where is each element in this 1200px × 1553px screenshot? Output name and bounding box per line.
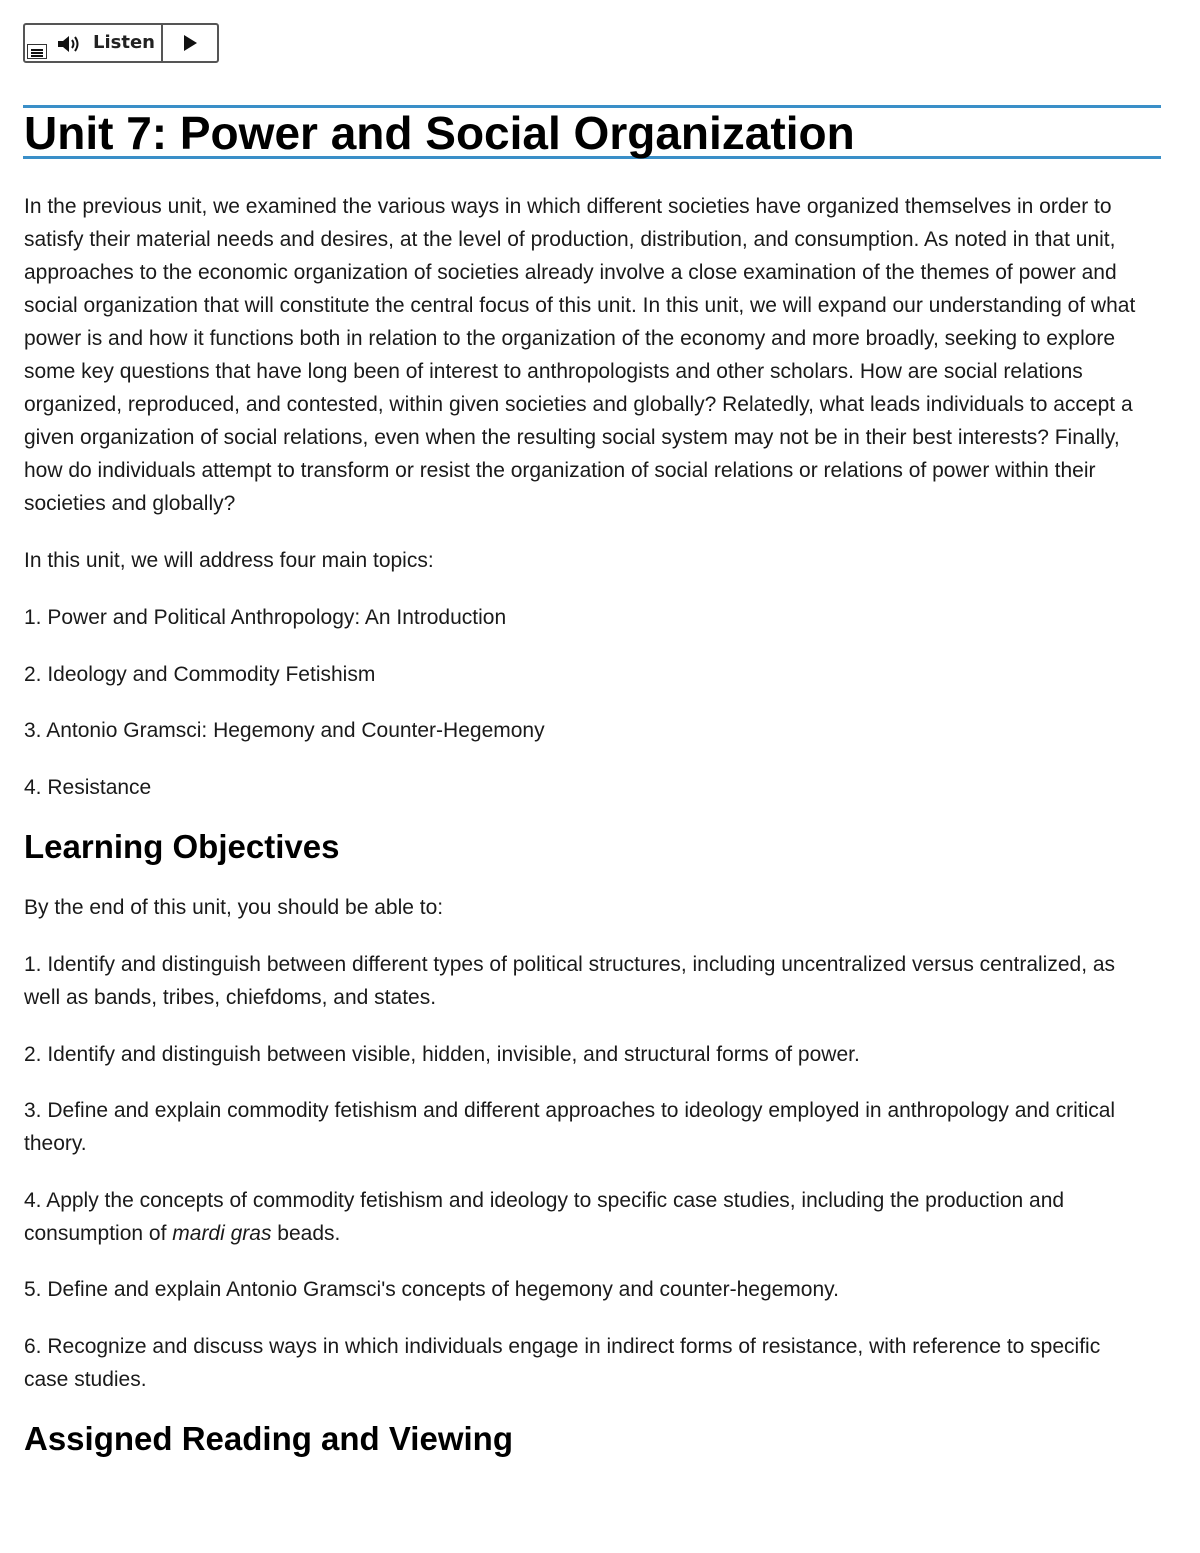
- listen-label: Listen: [93, 32, 155, 53]
- objective-text: beads.: [271, 1221, 341, 1245]
- learning-objectives-heading: Learning Objectives: [24, 828, 340, 865]
- objective-item: 5. Define and explain Antonio Gramsci's concepts of hegemony and counter-hegemony.: [24, 1278, 839, 1301]
- topic-item: 2. Ideology and Commodity Fetishism: [24, 662, 376, 686]
- intro-paragraph: In the previous unit, we examined the various ways in which different societies have organized themselves in order to satisfy their material needs and desires, at the level of production, distribution, and consumption. As noted in that unit, approaches to the economic organization of societies already involve a close examination of the themes of power and social organization that will constitute the central focus of this unit. In this unit, we will expand our understanding of what power is and how it functions both in relation to the organization of the economy and more broadly, seeking to explore some key questions that have long been of interest to anthropologists and other scholars. How are social relations organized, reproduced, and contested, within given societies and globally? Relatedly, what leads individuals to accept a given organization of social relations, even when the resulting social system may not be in their best interests? Finally, how do individuals attempt to transform or resist the organization of social relations or relations of power within their societies and globally?: [24, 195, 1136, 515]
- menu-icon[interactable]: [27, 44, 47, 59]
- speaker-icon: [57, 34, 85, 54]
- objective-item: [24, 1184, 1144, 1250]
- play-button[interactable]: [163, 25, 217, 61]
- topics-lead: In this unit, we will address four main topics:: [24, 549, 434, 572]
- topic-item: 3. Antonio Gramsci: Hegemony and Counter-Hegemony: [24, 719, 545, 742]
- page-title: Unit 7: Power and Social Organization: [24, 107, 855, 159]
- objective-item: 1. Identify and distinguish between different types of political structures, including uncentralized versus centralized, as well as bands, tribes, chiefdoms, and states.: [24, 953, 1116, 1009]
- assigned-reading-heading: Assigned Reading and Viewing: [24, 1420, 513, 1457]
- objective-text: 4. Apply the concepts of commodity fetishism and ideology to specific case studies, including the production and consumption of: [24, 1188, 1065, 1245]
- topic-item: 1. Power and Political Anthropology: An Introduction: [24, 606, 507, 629]
- objective-item: 6. Recognize and discuss ways in which individuals engage in indirect forms of resistance, with reference to specific case studies.: [24, 1334, 1101, 1391]
- objective-item: 3. Define and explain commodity fetishism and different approaches to ideology employed in anthropology and critical theory.: [24, 1099, 1116, 1155]
- objective-emphasis: mardi gras: [172, 1221, 272, 1245]
- listen-toolbar: [23, 23, 219, 63]
- objective-item: 2. Identify and distinguish between visible, hidden, invisible, and structural forms of power.: [24, 1042, 860, 1066]
- topic-item: 4. Resistance: [24, 775, 152, 799]
- title-banner: [23, 105, 1161, 159]
- learning-objectives-lead: By the end of this unit, you should be able to:: [24, 896, 444, 919]
- play-icon: [182, 34, 198, 52]
- main-content: [24, 190, 1144, 1459]
- listen-button[interactable]: [25, 25, 163, 61]
